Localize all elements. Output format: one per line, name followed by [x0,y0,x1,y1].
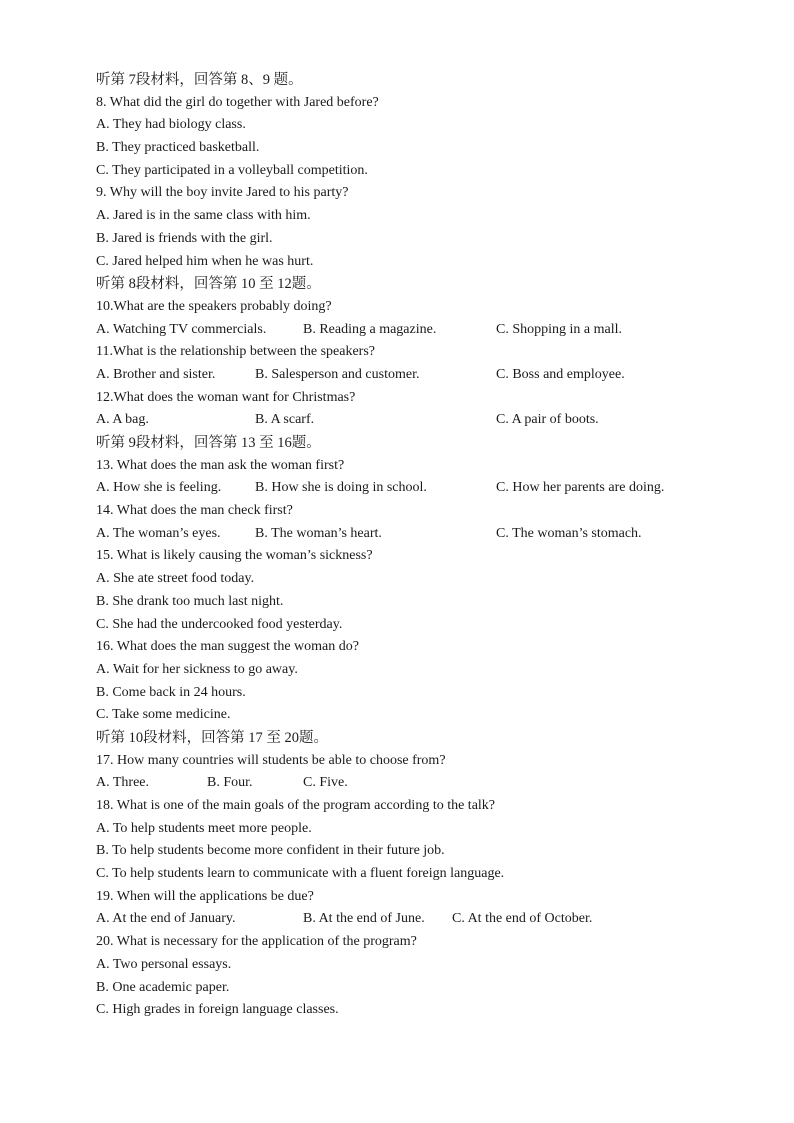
question-20-option-c: C. High grades in foreign language classes. [96,1002,339,1018]
question-11-option-a: A. Brother and sister. [96,366,216,382]
question-18-option-a: A. To help students meet more people. [96,820,312,836]
question-14-stem: 14. What does the man check first? [96,503,293,519]
question-20-stem: 20. What is necessary for the application of the program? [96,934,417,950]
question-14-option-b: B. The woman’s heart. [255,525,382,541]
section-header-7: 听第 7段材料，回答第 8、9 题。 [96,72,303,88]
question-19-options [96,908,736,931]
question-8-option-a: A. They had biology class. [96,117,246,133]
question-13-option-b: B. How she is doing in school. [255,480,427,496]
question-13-option-a: A. How she is feeling. [96,480,222,496]
question-18-option-b: B. To help students become more confident in their future job. [96,843,445,859]
question-8-option-c: C. They participated in a volleyball competition. [96,162,368,178]
question-15-stem: 15. What is likely causing the woman’s sickness? [96,548,373,564]
question-10-stem: 10.What are the speakers probably doing? [96,298,332,314]
question-19-option-c: C. At the end of October. [452,911,593,927]
question-9-option-c: C. Jared helped him when he was hurt. [96,253,314,269]
exam-page [96,69,736,1022]
question-12-option-a: A. A bag. [96,412,149,428]
question-18-option-c: C. To help students learn to communicate with a fluent foreign language. [96,866,505,882]
question-13-options [96,477,736,500]
section-header-8: 听第 8段材料，回答第 10 至 12题。 [96,276,321,293]
question-17-options [96,772,736,795]
section-header-9: 听第 9段材料，回答第 13 至 16题。 [96,435,321,451]
question-20-option-b: B. One academic paper. [96,979,230,995]
question-17-option-c: C. Five. [303,775,348,791]
question-17-stem: 17. How many countries will students be able to choose from? [96,752,446,768]
question-8-option-b: B. They practiced basketball. [96,140,260,156]
question-13-stem: 13. What does the man ask the woman first? [96,457,345,473]
question-12-option-b: B. A scarf. [255,412,315,428]
question-9-stem: 9. Why will the boy invite Jared to his party? [96,185,349,201]
question-15-option-b: B. She drank too much last night. [96,593,284,609]
question-18-stem: 18. What is one of the main goals of the program according to the talk? [96,798,496,813]
question-14-option-c: C. The woman’s stomach. [496,525,642,541]
question-15-option-c: C. She had the undercooked food yesterday. [96,616,343,632]
question-17-option-b: B. Four. [207,775,253,791]
question-14-option-a: A. The woman’s eyes. [96,525,221,541]
question-12-stem: 12.What does the woman want for Christmas? [96,389,356,405]
question-11-option-b: B. Salesperson and customer. [255,366,420,382]
question-19-option-a: A. At the end of January. [96,911,236,927]
question-11-options [96,364,736,387]
question-12-options [96,409,736,432]
question-9-option-a: A. Jared is in the same class with him. [96,208,311,224]
question-16-stem: 16. What does the man suggest the woman do? [96,639,359,655]
question-15-option-a: A. She ate street food today. [96,571,255,587]
question-10-option-a: A. Watching TV commercials. [96,321,267,337]
question-13-option-c: C. How her parents are doing. [496,480,665,496]
section-header-10: 听第 10段材料，回答第 17 至 20题。 [96,729,328,746]
question-16-option-b: B. Come back in 24 hours. [96,684,246,700]
question-8-stem: 8. What did the girl do together with Jared before? [96,94,379,110]
question-14-options [96,523,736,546]
question-9-option-b: B. Jared is friends with the girl. [96,230,273,246]
question-17-option-a: A. Three. [96,775,149,791]
question-20-option-a: A. Two personal essays. [96,956,232,972]
question-10-option-b: B. Reading a magazine. [303,321,437,337]
question-10-options [96,319,736,342]
question-11-option-c: C. Boss and employee. [496,366,625,382]
question-19-option-b: B. At the end of June. [303,911,425,927]
question-12-option-c: C. A pair of boots. [496,412,599,428]
question-19-stem: 19. When will the applications be due? [96,888,314,904]
question-10-option-c: C. Shopping in a mall. [496,321,622,337]
question-11-stem: 11.What is the relationship between the speakers? [96,344,375,360]
question-16-option-a: A. Wait for her sickness to go away. [96,661,298,677]
question-16-option-c: C. Take some medicine. [96,707,231,723]
